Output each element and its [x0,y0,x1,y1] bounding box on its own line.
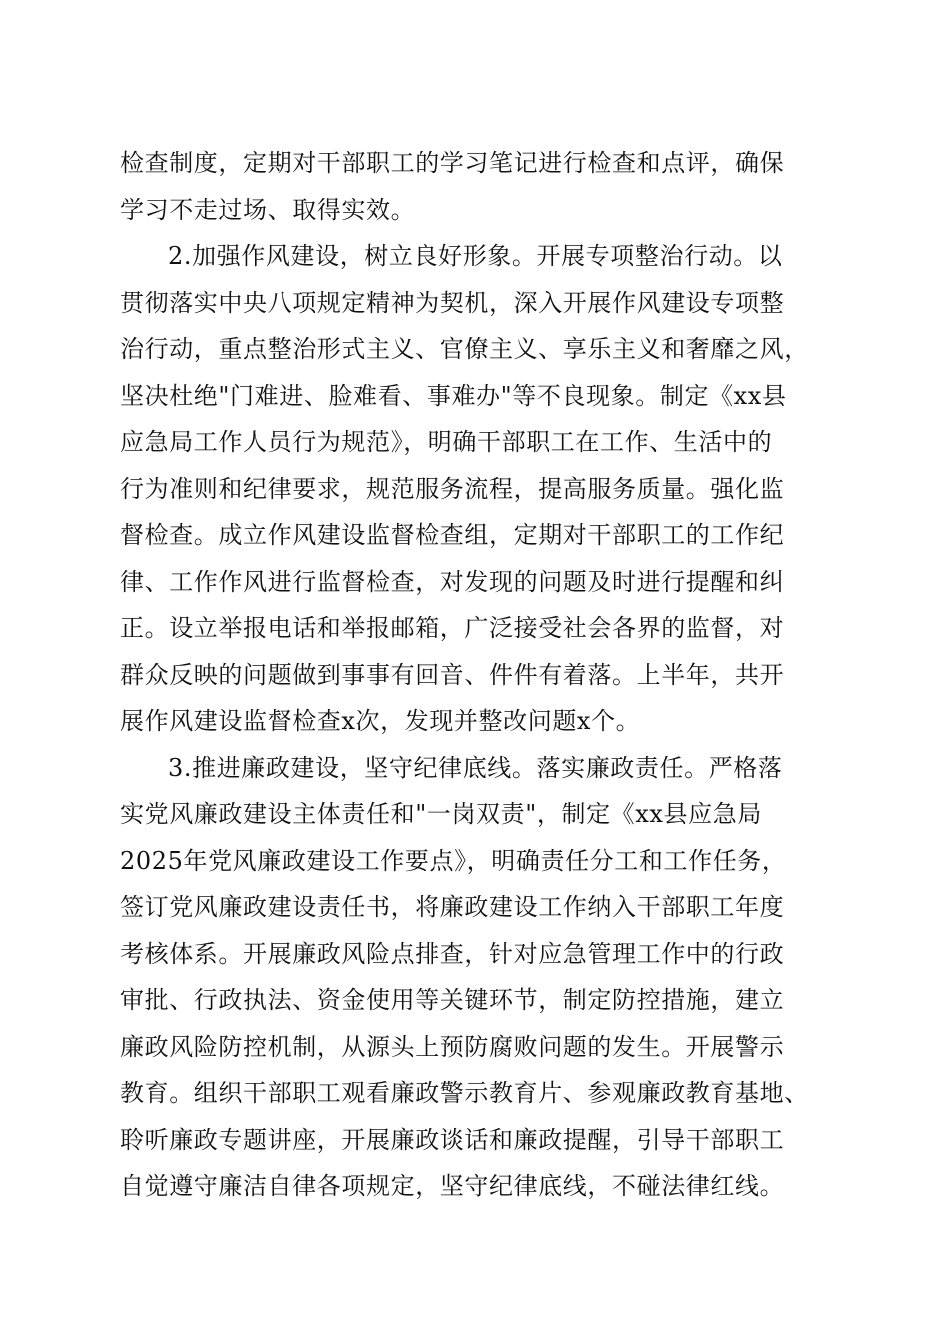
text-line: 实党风廉政建设主体责任和"一岗双责"，制定《xx县应急局 [120,800,762,828]
text-line: 督检查。成立作风建设监督检查组，定期对干部职工的工作纪 [120,521,785,549]
text-line: 行为准则和纪律要求，规范服务流程，提高服务质量。强化监 [120,474,785,503]
text-line: 考核体系。开展廉政风险点排查，针对应急管理工作中的行政 [120,939,785,968]
text-line: 应急局工作人员行为规范》，明确干部职工在工作、生活中的 [120,428,773,456]
text-line: 正。设立举报电话和举报邮箱，广泛接受社会各界的监督，对 [120,614,785,642]
document-body [120,140,850,1210]
text-line: 检查制度，定期对干部职工的学习笔记进行检查和点评，确保 [120,149,785,177]
text-line: 治行动，重点整治形式主义、官僚主义、享乐主义和奢靡之风， [120,335,809,363]
section-heading-line: 2.加强作风建设，树立良好形象。开展专项整治行动。以 [168,242,783,270]
text-line: 审批、行政执法、资金使用等关键环节，制定防控措施，建立 [120,986,785,1014]
text-line: 展作风建设监督检查x次，发现并整改问题x个。 [120,707,641,735]
text-line: 学习不走过场、取得实效。 [120,195,416,224]
text-line: 签订党风廉政建设责任书，将廉政建设工作纳入干部职工年度 [120,893,785,921]
text-line: 教育。组织干部职工观看廉政警示教育片、参观廉政教育基地、 [120,1079,809,1107]
text-line: 坚决杜绝"门难进、脸难看、事难办"等不良现象。制定《xx县 [120,381,787,410]
text-line: 聆听廉政专题讲座，开展廉政谈话和廉政提醒，引导干部职工 [120,1125,785,1154]
text-line: 2025年党风廉政建设工作要点》，明确责任分工和工作任务， [120,846,787,875]
text-line: 群众反映的问题做到事事有回音、件件有着落。上半年，共开 [120,660,785,689]
section-heading-line: 3.推进廉政建设，坚守纪律底线。落实廉政责任。严格落 [168,753,783,782]
text-line: 廉政风险防控机制，从源头上预防腐败问题的发生。开展警示 [120,1032,785,1061]
text-line: 自觉遵守廉洁自律各项规定，坚守纪律底线，不碰法律红线。 [120,1172,785,1200]
text-line: 贯彻落实中央八项规定精神为契机，深入开展作风建设专项整 [120,288,785,317]
text-line: 律、工作作风进行监督检查，对发现的问题及时进行提醒和纠 [120,567,785,596]
